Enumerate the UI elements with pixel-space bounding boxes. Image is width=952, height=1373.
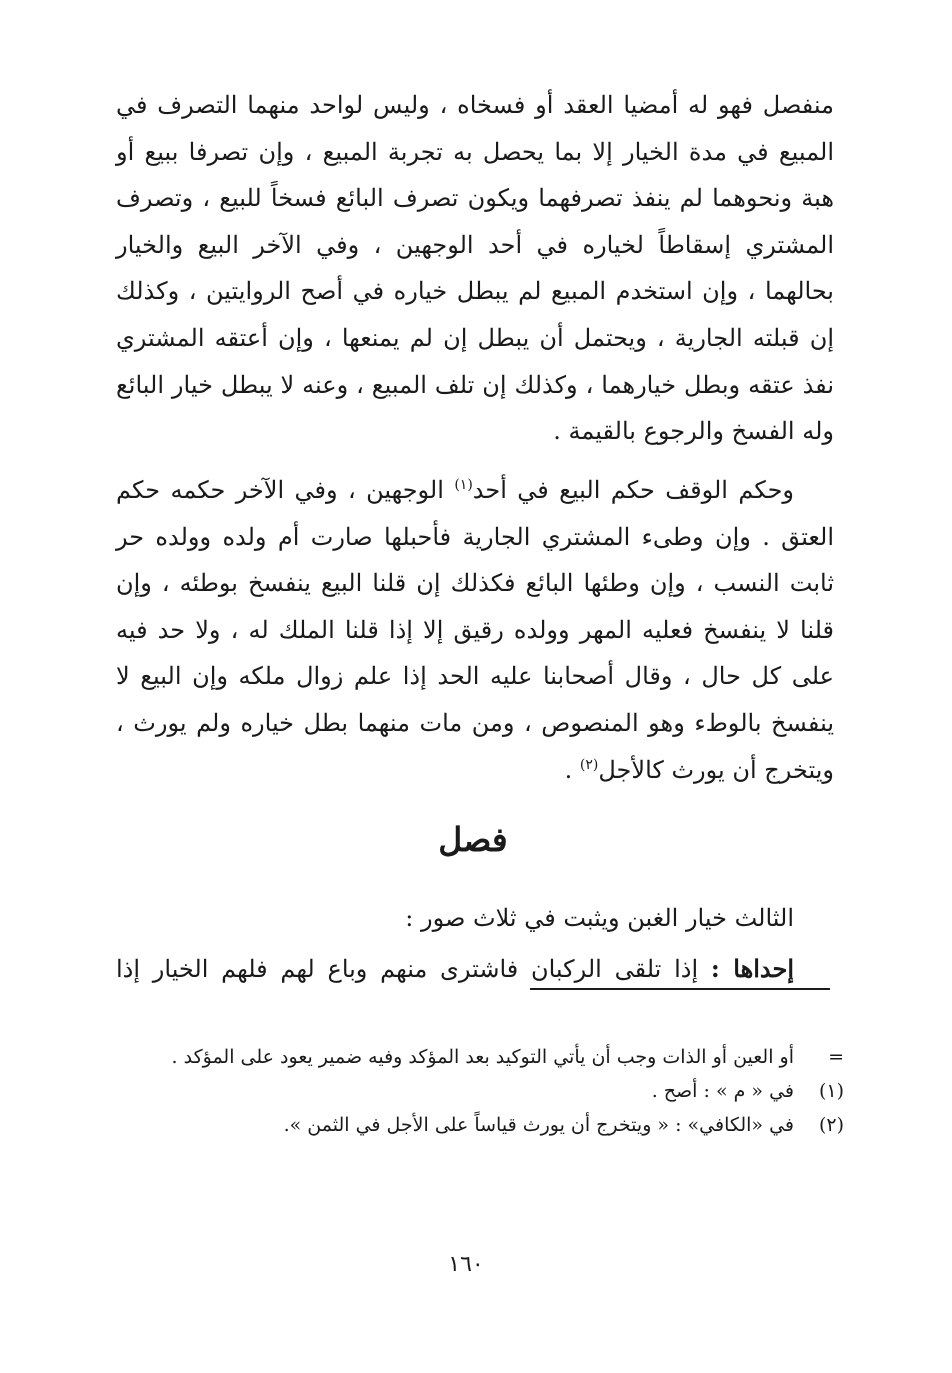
footnotes bbox=[116, 1040, 844, 1142]
first-case-label: إحداها : bbox=[710, 954, 794, 983]
footnote-ref-2: (٢) bbox=[579, 756, 599, 773]
footnote-marker: = bbox=[828, 1046, 844, 1068]
footnote-text: في «الكافي» : « ويتخرج أن يورث قياساً على الأجل في الثمن ». bbox=[283, 1114, 794, 1136]
footnote-ref-1: (١) bbox=[454, 477, 473, 493]
paragraph-2-text-end: . bbox=[564, 755, 580, 784]
footnote-marker: (٢) bbox=[818, 1114, 844, 1136]
paragraph-2-text-middle: الوجهين ، وفي الآخر حكمه حكم العتق . وإن وطىء المشتري الجارية فأحبلها صارت أم ولده وولده حر ثابت النسب ، وإن وطئها البائع فكذلك إن قلنا البيع ينفسخ بوطئه ، وإن قلنا لا ينفسخ فعليه المهر وولده رقيق إلا إذا قلنا الملك له ، ولا حد فيه على كل حال ، وقال أصحابنا عليه الحد إذا علم زوال ملكه وإن البيع لا ينفسخ بالوطء وهو المنصوص ، ومن مات منهما بطل خياره ولم يورث ، ويتخرج أن يورث كالأجل bbox=[116, 476, 834, 784]
footnote-1 bbox=[116, 1074, 844, 1108]
footnote-text: أو العين أو الذات وجب أن يأتي التوكيد بعد المؤكد وفيه ضمير يعود على المؤكد . bbox=[171, 1046, 794, 1068]
section-heading: فصل bbox=[438, 820, 508, 859]
page-number: ١٦٠ bbox=[448, 1252, 484, 1277]
paragraph-2 bbox=[116, 467, 834, 793]
paragraph-1-text: منفصل فهو له أمضيا العقد أو فسخاه ، وليس لواحد منهما التصرف في المبيع في مدة الخيار إلا بما يحصل به تجربة المبيع ، وإن تصرفا ببيع أو هبة ونحوهما لم ينفذ تصرفهما ويكون تصرف البائع فسخاً للبيع ، وتصرف المشتري إسقاطاً لخياره في أحد الوجهين ، وفي الآخر البيع والخيار بحالهما ، وإن استخدم المبيع لم يبطل خياره في أصح الروايتين ، وكذلك إن قبلته الجارية ، ويحتمل أن يبطل إن لم يمنعها ، وإن أعتقه المشتري نفذ عتقه وبطل خيارهما ، وكذلك إن تلف المبيع ، وعنه لا يبطل خيار البائع وله الفسخ والرجوع بالقيمة . bbox=[116, 91, 835, 446]
footnote-continuation bbox=[116, 1040, 844, 1074]
section-first-case bbox=[116, 944, 794, 994]
footnote-divider bbox=[530, 988, 830, 990]
footnote-marker: (١) bbox=[818, 1080, 844, 1102]
first-case-text: إذا تلقى الركبان فاشترى منهم وباع لهم فلهم الخيار إذا bbox=[116, 955, 711, 983]
paragraph-1 bbox=[116, 82, 834, 455]
paragraph-2-text-start: وحكم الوقف حكم البيع في أحد bbox=[472, 476, 795, 504]
footnote-text: في « م » : أصح . bbox=[651, 1080, 794, 1102]
footnote-2 bbox=[116, 1108, 844, 1142]
section-intro: الثالث خيار الغبن ويثبت في ثلاث صور : bbox=[405, 904, 794, 932]
